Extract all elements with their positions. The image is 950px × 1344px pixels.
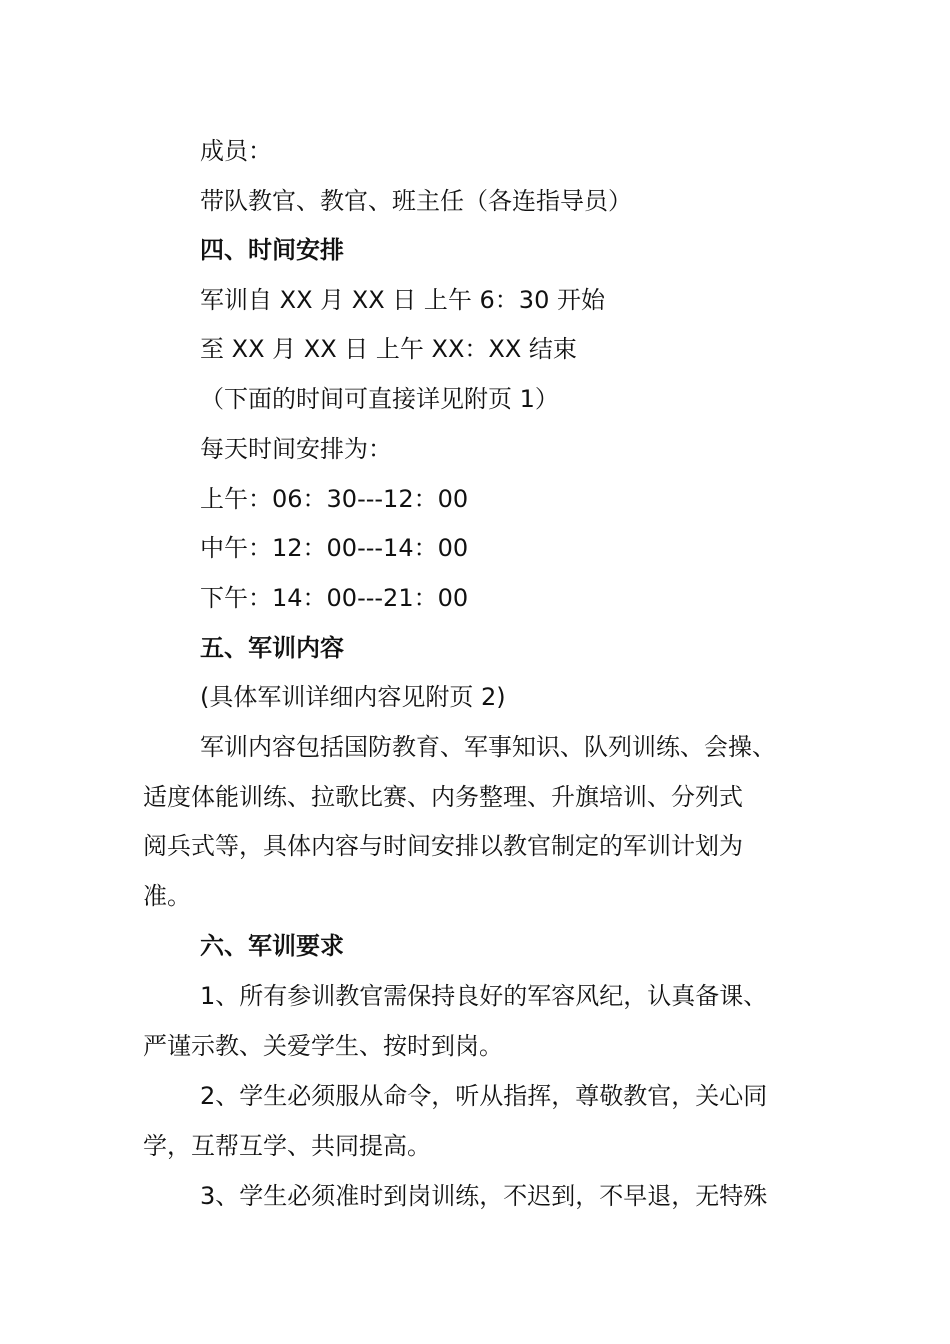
schedule-noon: 中午：12：00---14：00 <box>200 534 469 562</box>
training-end: 至 XX 月 XX 日 上午 XX：XX 结束 <box>200 335 577 363</box>
section-heading-schedule: 四、时间安排 <box>200 236 344 264</box>
requirement-2-line: 2、学生必须服从命令，听从指挥，尊敬教官，关心同 <box>200 1082 768 1110</box>
requirement-3-line: 3、学生必须准时到岗训练，不迟到，不早退，无特殊 <box>200 1182 768 1210</box>
content-note: (具体军训详细内容见附页 2) <box>200 683 506 711</box>
content-paragraph-line: 阅兵式等，具体内容与时间安排以教官制定的军训计划为 <box>143 832 743 860</box>
content-paragraph-line: 准。 <box>143 882 191 910</box>
section-heading-content: 五、军训内容 <box>200 634 344 662</box>
schedule-afternoon: 下午：14：00---21：00 <box>200 584 469 612</box>
requirement-1-line: 严谨示教、关爱学生、按时到岗。 <box>143 1032 503 1060</box>
requirement-1-line: 1、所有参训教官需保持良好的军容风纪，认真备课、 <box>200 982 768 1010</box>
content-paragraph-line: 适度体能训练、拉歌比赛、内务整理、升旗培训、分列式 <box>143 783 743 811</box>
members-list: 带队教官、教官、班主任（各连指导员） <box>200 187 632 215</box>
training-start: 军训自 XX 月 XX 日 上午 6：30 开始 <box>200 286 605 314</box>
members-label: 成员： <box>200 137 272 165</box>
requirement-2-line: 学，互帮互学、共同提高。 <box>143 1132 431 1160</box>
schedule-note: （下面的时间可直接详见附页 1） <box>200 385 559 413</box>
schedule-morning: 上午：06：30---12：00 <box>200 485 469 513</box>
daily-schedule-intro: 每天时间安排为： <box>200 435 392 463</box>
section-heading-requirements: 六、军训要求 <box>200 932 344 960</box>
content-paragraph-line: 军训内容包括国防教育、军事知识、队列训练、会操、 <box>200 733 776 761</box>
